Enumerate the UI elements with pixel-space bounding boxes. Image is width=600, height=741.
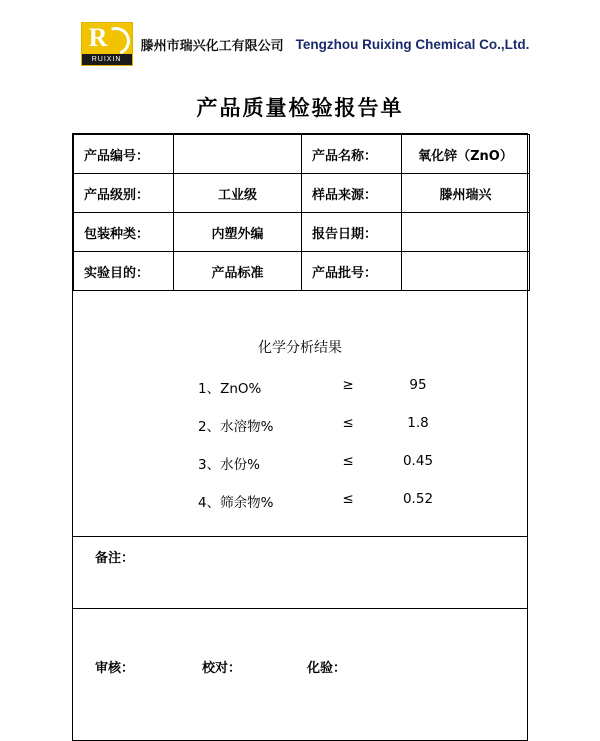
label-sample-source: 样品来源： [302,174,402,213]
list-item [73,377,527,397]
analysis-item-name: 3、水份% [198,457,260,473]
document-header [0,0,600,66]
label-report-date: 报告日期： [302,213,402,252]
value-package-type: 内塑外编 [174,213,302,252]
logo-wordmark: RUIXIN [82,54,132,65]
label-product-name: 产品名称： [302,135,402,174]
table-row [74,252,530,291]
analysis-item-operator: ≤ [342,415,354,431]
value-product-code [174,135,302,174]
table-row [74,213,530,252]
label-product-grade: 产品级别： [74,174,174,213]
value-sample-source: 滕州瑞兴 [402,174,530,213]
report-sheet [72,133,528,741]
analysis-item-operator: ≤ [342,453,354,469]
label-test-purpose: 实验目的： [74,252,174,291]
analysis-item-operator: ≥ [342,377,354,393]
signature-row [73,657,527,676]
analysis-item-value: 1.8 [407,415,429,431]
value-test-purpose: 产品标准 [174,252,302,291]
signature-assay-label: 化验： [307,661,347,676]
analysis-item-operator: ≤ [342,491,354,507]
analysis-item-list [73,377,527,511]
list-item [73,491,527,511]
analysis-title: 化学分析结果 [258,340,342,356]
analysis-section [73,291,527,536]
company-name-english: Tengzhou Ruixing Chemical Co.,Ltd. [295,36,530,52]
signature-audit-label: 审核： [95,661,135,676]
value-report-date [402,213,530,252]
table-row [74,174,530,213]
value-product-name: 氧化锌（ZnO） [402,135,530,174]
value-batch-number [402,252,530,291]
list-item [73,453,527,473]
list-item [73,415,527,435]
company-name-chinese: 滕州市瑞兴化工有限公司 [140,38,284,54]
page-title: 产品质量检验报告单 [196,96,404,120]
remark-section [73,536,527,608]
analysis-item-value: 0.45 [402,453,434,469]
label-package-type: 包装种类： [74,213,174,252]
analysis-item-value: 95 [409,377,427,393]
analysis-item-name: 4、筛余物% [198,495,274,511]
product-info-table [73,134,530,291]
logo-letter: R [88,23,108,52]
company-logo [81,22,133,66]
analysis-item-name: 2、水溶物% [198,419,274,435]
analysis-item-name: 1、ZnO% [198,381,262,397]
signature-proofread-label: 校对： [202,661,242,676]
analysis-item-value: 0.52 [402,491,434,507]
table-row [74,135,530,174]
label-product-code: 产品编号： [74,135,174,174]
remark-label: 备注： [95,551,135,566]
value-product-grade: 工业级 [174,174,302,213]
signature-section [73,608,527,740]
label-batch-number: 产品批号： [302,252,402,291]
